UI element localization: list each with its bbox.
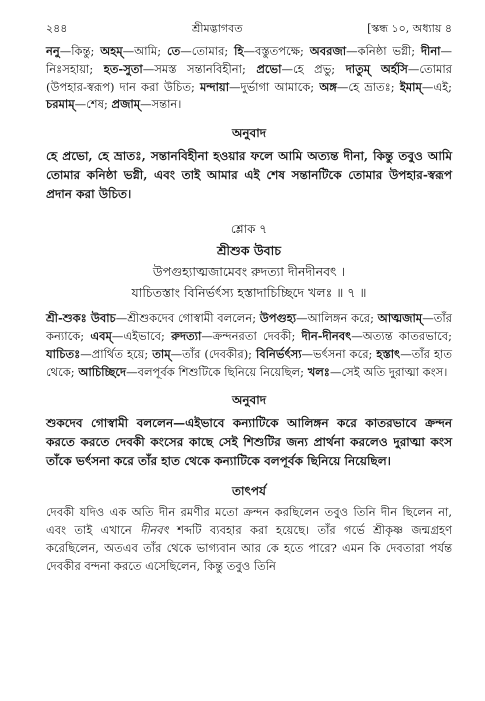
translation-heading: অনুবাদ xyxy=(231,126,267,141)
synonym-word: হস্তাৎ xyxy=(376,346,401,361)
synonym-meaning: —বস্তুতপক্ষে; xyxy=(243,44,310,59)
synonym-word: বিনির্ভর্ৎস্য xyxy=(256,346,302,361)
synonym-word: দাতুম্ অর্হসি xyxy=(345,61,408,76)
synonym-word: দীন-দীনবৎ xyxy=(301,328,352,343)
synonym-word: তে xyxy=(166,44,181,59)
purport-italic-word: দীনবৎ xyxy=(140,522,169,537)
synonym-meaning: —হে ভ্রাতঃ; xyxy=(336,79,400,94)
synonym-meaning: —সমস্ত সন্তানবিহীনা; xyxy=(142,61,257,76)
synonym-word: ইমাম্ xyxy=(399,79,422,94)
synonym-word: হি xyxy=(234,44,244,59)
synonym-word: আচিচ্ছিদে xyxy=(78,364,127,379)
synonym-meaning: —ক্রন্দনরতা দেবকী; xyxy=(201,328,302,343)
book-page xyxy=(46,20,452,575)
purport-text-start: দেবকী যদিও এক অতি দীন রমণীর মতো ক্রন্দন করছিলেন তবুও তিনি দীন ছিলেন না, এবং তাই এখানে xyxy=(46,505,452,537)
synonym-meaning: —কনিষ্ঠা ভগ্নী; xyxy=(346,44,421,59)
purport-heading: তাৎপর্য xyxy=(232,483,266,498)
synonym-meaning: —তাঁর (দেবকীর); xyxy=(170,346,257,361)
synonym-meaning: —আলিঙ্গন করে; xyxy=(296,311,378,326)
book-title: শ্রীমদ্ভাগবত xyxy=(192,22,243,35)
synonym-meaning: —কিন্তু; xyxy=(59,44,101,59)
translation-heading-2: অনুবাদ xyxy=(231,393,267,408)
synonym-word: অহম্ xyxy=(100,44,123,59)
synonym-meaning: —তোমার; xyxy=(180,44,235,59)
synonym-meaning: —হে প্রভু; xyxy=(281,61,346,76)
synonym-word: অঙ্গ xyxy=(319,79,337,94)
synonym-word: অবরজা xyxy=(309,44,347,59)
synonym-meaning: —বলপূর্বক শিশুটিকে ছিনিয়ে নিয়েছিল; xyxy=(126,364,308,379)
synonym-meaning: —তাঁর হাত থেকে; xyxy=(46,346,452,379)
synonym-meaning: —এইভাবে; xyxy=(111,328,172,343)
verse-number: শ্লোক ৭ xyxy=(230,222,268,237)
synonym-meaning: —শেষ; xyxy=(74,97,112,112)
page-header xyxy=(46,20,452,37)
verse-synonyms-paragraph xyxy=(46,310,452,381)
synonym-word: ননু xyxy=(46,44,60,59)
synonym-meaning: —আমি; xyxy=(122,44,167,59)
synonym-word: প্রজাম্ xyxy=(111,97,141,112)
synonym-word: তাম্ xyxy=(152,346,171,361)
synonym-word: শ্রী-শুকঃ উবাচ xyxy=(46,311,116,326)
synonym-word: যাচিতঃ xyxy=(46,346,81,361)
synonym-word: খলঃ xyxy=(307,364,330,379)
section-label: [স্কন্ধ ১০, অধ্যায় ৪ xyxy=(367,22,452,35)
synonym-word: দীনা xyxy=(420,44,441,59)
synonym-meaning: —প্রার্থিত হয়ে; xyxy=(80,346,153,361)
synonym-word: চরমাম্ xyxy=(46,97,75,112)
synonym-word: উপগুহ্য xyxy=(259,311,297,326)
page-number: ২৪৪ xyxy=(46,22,68,35)
synonym-meaning: —সেই অতি দুরাত্মা কংস। xyxy=(329,364,448,379)
synonym-word: মন্দায়া xyxy=(199,79,230,94)
translation-text: হে প্রভো, হে ভ্রাতঃ, সন্তানবিহীনা হওয়ার ফলে আমি অত্যন্ত দীনা, কিন্তু তবুও আমি তোমার কনিষ্ঠা ভগ্নী, এবং তাই আমার এই শেষ সন্তানটিকে তোমার উপহার-স্বরূপ প্রদান করা উচিত। xyxy=(46,148,452,202)
synonym-word: প্রভো xyxy=(256,61,282,76)
synonym-meaning: —অত্যন্ত কাতরভাবে; xyxy=(351,328,452,343)
synonym-word: হত-সুতা xyxy=(103,61,143,76)
synonym-word: আত্মজাম্ xyxy=(377,311,423,326)
synonym-meaning: —ভর্ৎসনা করে; xyxy=(301,346,377,361)
synonym-word: রুদত্যা xyxy=(171,328,202,343)
purport-text xyxy=(46,504,452,575)
synonym-meaning: —তোমার (উপহার-স্বরূপ) দান করা উচিত; xyxy=(46,61,452,94)
synonyms-paragraph xyxy=(46,43,452,114)
translation-text-2: শুকদেব গোস্বামী বললেন—এইভাবে কন্যাটিকে আলিঙ্গন করে কাতরভাবে ক্রন্দন করতে করতে দেবকী কংসের কাছে সেই শিশুটির জন্য প্রার্থনা করলেও দুরাত্মা কংস তাঁকে ভর্ৎসনা করে তাঁর হাত থেকে কন্যাটিকে বলপূর্বক ছিনিয়ে নিয়েছিল। xyxy=(46,416,452,469)
verse-speaker: শ্রীশুক উবাচ xyxy=(217,243,281,259)
verse-line-1: উপগুহ্যাত্মজামেবং রুদত্যা দীনদীনবৎ । xyxy=(152,264,346,280)
synonym-meaning: —নিঃসহায়া; xyxy=(46,44,453,76)
synonym-meaning: —শ্রীশুকদেব গোস্বামী বললেন; xyxy=(115,311,260,326)
synonym-word: এবম্ xyxy=(90,328,112,343)
synonym-meaning: —তাঁর কন্যাকে; xyxy=(46,311,452,343)
verse-line-2: যাচিতস্তাং বিনির্ভর্ৎস্য হস্তাদাচিচ্ছিদে খলঃ ॥ ৭ ॥ xyxy=(131,284,367,300)
purport-text-end: শব্দটি ব্যবহার করা হয়েছে। তাঁর গর্ভে শ্রীকৃষ্ণ জন্মগ্রহণ করেছিলেন, অতএব তাঁর থেকে ভাগ্যবান আর কে হতে পারে? এমন কি দেবতারা পর্যন্ত দেবকীর বন্দনা করতে এসেছিলেন, কিন্তু তবুও তিনি xyxy=(46,522,452,573)
synonym-meaning: —সন্তান। xyxy=(140,97,182,112)
synonym-meaning: —দুর্ভাগা আমাকে; xyxy=(229,79,320,94)
synonym-meaning: —এই; xyxy=(421,79,453,94)
